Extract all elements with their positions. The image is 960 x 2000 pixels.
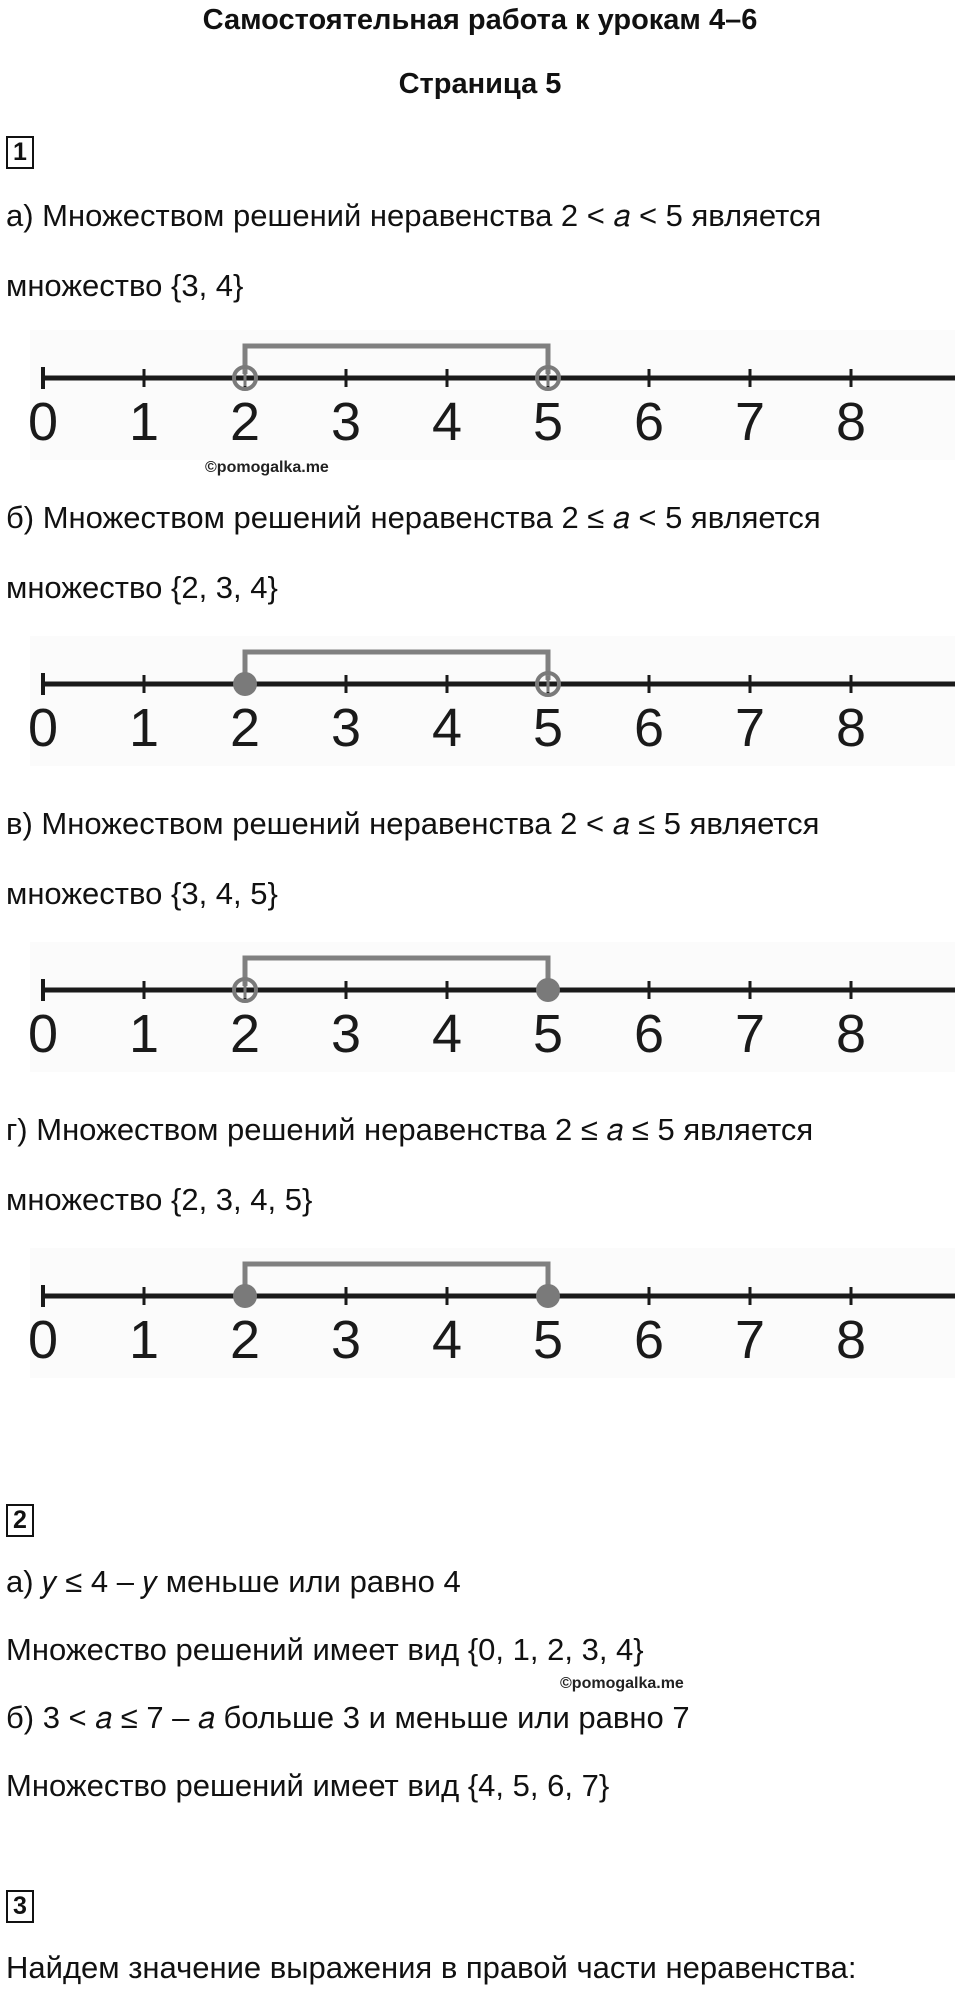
tick-label: 4	[431, 1004, 463, 1064]
tick-label: 4	[431, 698, 463, 758]
task1-part-c-text: в) Множеством решений неравенства 2 < 𝑎 ≤ 5 является	[6, 806, 820, 841]
tick-label: 2	[229, 1004, 261, 1064]
tick-label: 2	[229, 1310, 261, 1370]
task1-part-a-answer: множество {3, 4}	[6, 268, 244, 303]
tick-label: 5	[532, 392, 564, 452]
tick-label: 3	[330, 1310, 362, 1370]
tick-label: 0	[27, 698, 59, 758]
tick-label: 7	[734, 698, 766, 758]
task1-part-d-text: г) Множеством решений неравенства 2 ≤ 𝑎 ≤ 5 является	[6, 1112, 814, 1147]
number-line-svg	[0, 636, 960, 766]
number-line-svg	[0, 330, 960, 460]
tick-label: 6	[633, 1310, 665, 1370]
task1-part-b-text: б) Множеством решений неравенства 2 ≤ 𝑎 < 5 является	[6, 500, 821, 535]
number-line-background	[27, 330, 955, 460]
tick-label: 2	[229, 392, 261, 452]
number-line-background	[27, 1248, 955, 1378]
tick-label: 2	[229, 698, 261, 758]
task-number-3: 3	[6, 1890, 34, 1923]
watermark: ©pomogalka.me	[205, 459, 329, 476]
tick-label: 4	[431, 1310, 463, 1370]
task1-part-d-answer: множество {2, 3, 4, 5}	[6, 1182, 313, 1217]
right-endpoint-filled-point	[536, 978, 560, 1002]
tick-label: 8	[835, 1310, 867, 1370]
tick-label: 4	[431, 392, 463, 452]
tick-label: 6	[633, 698, 665, 758]
tick-label: 0	[27, 392, 59, 452]
tick-label: 3	[330, 392, 362, 452]
tick-label: 7	[734, 392, 766, 452]
number-line-svg	[0, 942, 960, 1072]
watermark-2: ©pomogalka.me	[560, 1675, 684, 1692]
tick-label: 7	[734, 1310, 766, 1370]
number-line-a	[0, 330, 960, 460]
page-title: Самостоятельная работа к урокам 4–6	[202, 4, 758, 36]
right-endpoint-filled-point	[536, 1284, 560, 1308]
tick-label: 1	[128, 1310, 160, 1370]
tick-label: 1	[128, 392, 160, 452]
tick-label: 6	[633, 1004, 665, 1064]
tick-label: 1	[128, 1004, 160, 1064]
task2-line-1: а) 𝑦 ≤ 4 – 𝑦 меньше или равно 4	[6, 1564, 461, 1599]
left-endpoint-filled-point	[233, 672, 257, 696]
task2-line-4: Множество решений имеет вид {4, 5, 6, 7}	[6, 1768, 610, 1803]
tick-label: 8	[835, 392, 867, 452]
tick-label: 1	[128, 698, 160, 758]
tick-label: 0	[27, 1004, 59, 1064]
tick-label: 8	[835, 1004, 867, 1064]
number-line-background	[27, 942, 955, 1072]
task-number-1: 1	[6, 136, 34, 169]
task-number-2: 2	[6, 1504, 34, 1537]
tick-label: 0	[27, 1310, 59, 1370]
task3-line-1: Найдем значение выражения в правой части неравенства:	[6, 1950, 857, 1985]
tick-label: 5	[532, 1310, 564, 1370]
task1-part-b-answer: множество {2, 3, 4}	[6, 570, 278, 605]
tick-label: 5	[532, 698, 564, 758]
tick-label: 7	[734, 1004, 766, 1064]
task2-line-3: б) 3 < 𝑎 ≤ 7 – 𝑎 больше 3 и меньше или равно 7	[6, 1700, 690, 1735]
task1-part-a-text: а) Множеством решений неравенства 2 < 𝑎 < 5 является	[6, 198, 822, 233]
tick-label: 6	[633, 392, 665, 452]
left-endpoint-filled-point	[233, 1284, 257, 1308]
task2-line-2: Множество решений имеет вид {0, 1, 2, 3, 4}	[6, 1632, 644, 1667]
tick-label: 3	[330, 698, 362, 758]
tick-label: 8	[835, 698, 867, 758]
number-line-b	[0, 636, 960, 766]
tick-label: 5	[532, 1004, 564, 1064]
number-line-c	[0, 942, 960, 1072]
tick-label: 3	[330, 1004, 362, 1064]
page-subtitle: Страница 5	[398, 68, 562, 100]
number-line-background	[27, 636, 955, 766]
task1-part-c-answer: множество {3, 4, 5}	[6, 876, 278, 911]
number-line-svg	[0, 1248, 960, 1378]
number-line-d	[0, 1248, 960, 1378]
